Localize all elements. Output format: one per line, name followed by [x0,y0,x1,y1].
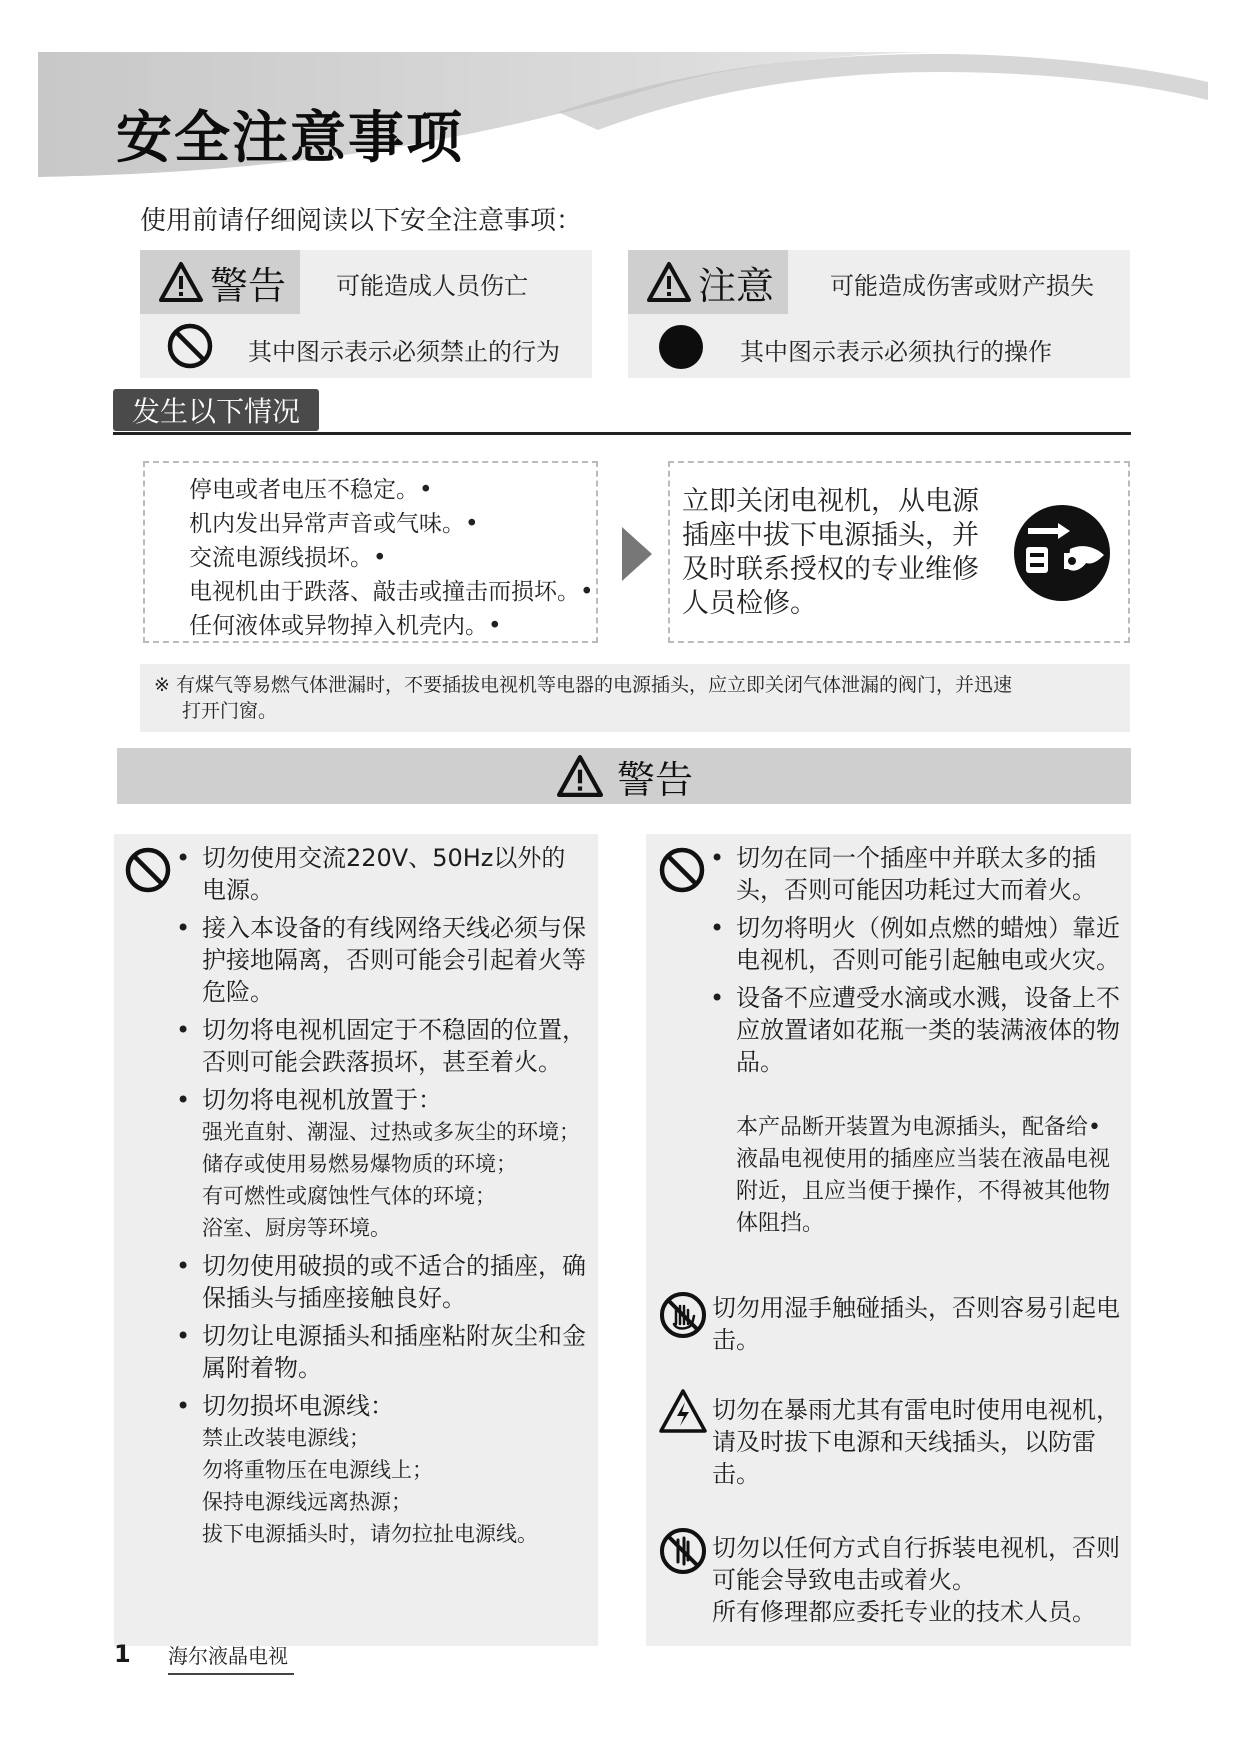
warning-item: • 切勿损坏电源线： 禁止改装电源线； 勿将重物压在电源线上； 保持电源线远离热源； 拔下电源插头时，请勿拉扯电源线。 [176,1390,586,1550]
section-divider [113,432,1131,435]
legend-caution-desc: 可能造成伤害或财产损失 [830,272,1094,300]
warning-banner [117,748,1131,804]
warning-banner-label: 警告 [616,757,693,802]
prohibition-circle-icon [124,846,172,894]
footer-underline [168,1673,294,1675]
warning-subitem: 储存或使用易燃易爆物质的环境； [202,1152,517,1176]
thunderstorm-warning: 切勿在暴雨尤其有雷电时使用电视机，请及时拔下电源和天线插头，以防雷击。 [712,1396,1120,1488]
legend-caution-label: 注意 [698,263,775,308]
warning-triangle-icon [555,754,605,798]
plug-disconnect-line-1: 本产品断开装置为电源插头，配备给• [736,1115,1101,1140]
legend-caution-head [628,250,788,314]
action-box [668,461,1130,643]
page-number: 1 [114,1640,131,1668]
condition-item: 交流电源线损坏。• [189,545,387,571]
warning-item: • 切勿使用破损的或不适合的插座，确保插头与插座接触良好。 [176,1250,586,1314]
intro-text: 使用前请仔细阅读以下安全注意事项： [140,206,583,236]
warning-item: • 切勿将明火（例如点燃的蜡烛）靠近电视机，否则可能引起触电或火灾。 [710,912,1120,976]
left-warning-list [176,842,586,1556]
warning-subitem: 有可燃性或腐蚀性气体的环境； [202,1184,496,1208]
condition-item: 停电或者电压不稳定。• [189,477,433,503]
electric-hazard-icon [658,1388,708,1434]
warning-item: • 切勿将电视机固定于不稳固的位置，否则可能会跌落损坏，甚至着火。 [176,1014,586,1078]
note-line-2: 打开门窗。 [182,700,278,722]
note-line-1: ※ 有煤气等易燃气体泄漏时，不要插拔电视机等电器的电源插头，应立即关闭气体泄漏的阀门，并迅速 [154,674,1012,696]
conditions-list [189,473,594,643]
legend-prohibit-desc: 其中图示表示必须禁止的行为 [248,338,560,366]
condition-item: 机内发出异常声音或气味。• [189,511,479,537]
disassemble-line-2: 所有修理都应委托专业的技术人员。 [712,1598,1096,1626]
no-wet-hands-icon [658,1290,708,1340]
warning-item: • 设备不应遭受水滴或水溅，设备上不应放置诸如花瓶一类的装满液体的物品。 [710,982,1120,1078]
arrow-right-icon [622,527,652,581]
legend-warning-desc: 可能造成人员伤亡 [336,272,528,300]
warning-item: • 切勿将电视机放置于： 强光直射、潮湿、过热或多灰尘的环境； 储存或使用易燃易爆物质的环境； 有可燃性或腐蚀性气体的环境； 浴室、厨房等环境。 [176,1084,586,1244]
header-band [38,52,1208,192]
warning-triangle-icon [158,261,204,303]
footer-brand: 海尔液晶电视 [168,1644,288,1668]
legend-warning-head [140,250,300,314]
legend-warning-label: 警告 [210,263,287,308]
plug-disconnect-rest: 液晶电视使用的插座应当装在液晶电视附近，且应当便于操作，不得被其他物体阻挡。 [736,1147,1111,1236]
no-disassemble-icon [658,1526,708,1576]
section-title: 发生以下情况 [113,389,319,431]
warning-subitem: 强光直射、潮湿、过热或多灰尘的环境； [202,1120,580,1144]
condition-item: 任何液体或异物掉入机壳内。• [189,613,502,639]
disassemble-line-1: 切勿以任何方式自行拆装电视机，否则可能会导致电击或着火。 [712,1534,1120,1594]
legend-mandatory-desc: 其中图示表示必须执行的操作 [740,338,1052,366]
conditions-box [143,461,598,643]
right-warning-panel [646,834,1131,1646]
plug-disconnect-note [736,1112,1126,1240]
prohibition-circle-icon [658,846,706,894]
solid-circle-icon [658,324,704,374]
action-text: 立即关闭电视机，从电源插座中拔下电源插头，并及时联系授权的专业维修人员检修。 [682,486,979,619]
warning-item: • 切勿让电源插头和插座粘附灰尘和金属附着物。 [176,1320,586,1384]
warning-subitem: 保持电源线远离热源； [202,1490,412,1514]
warning-item: • 接入本设备的有线网络天线必须与保护接地隔离，否则可能会引起着火等危险。 [176,912,586,1008]
warning-item: • 切勿在同一个插座中并联太多的插头，否则可能因功耗过大而着火。 [710,842,1120,906]
warning-subitem: 勿将重物压在电源线上； [202,1458,433,1482]
unplug-icon [1012,503,1112,603]
warning-triangle-icon [646,261,692,303]
page-title: 安全注意事项 [116,106,464,171]
warning-subitem: 浴室、厨房等环境。 [202,1216,391,1240]
warning-subitem: 拔下电源插头时，请勿拉扯电源线。 [202,1522,538,1546]
warning-item: • 切勿使用交流220V、50Hz以外的电源。 [176,842,586,906]
condition-item: 电视机由于跌落、敲击或撞击而损坏。• [189,579,594,605]
wet-hands-warning: 切勿用湿手触碰插头，否则容易引起电击。 [712,1294,1120,1354]
right-warning-list [710,842,1120,1084]
left-warning-panel [114,834,598,1646]
warning-subitem: 禁止改装电源线； [202,1426,370,1450]
disassemble-warning [712,1532,1124,1628]
prohibition-circle-icon [166,322,214,374]
legend-warning-box [140,250,592,378]
legend-caution-box [628,250,1130,378]
note-box [140,664,1130,732]
